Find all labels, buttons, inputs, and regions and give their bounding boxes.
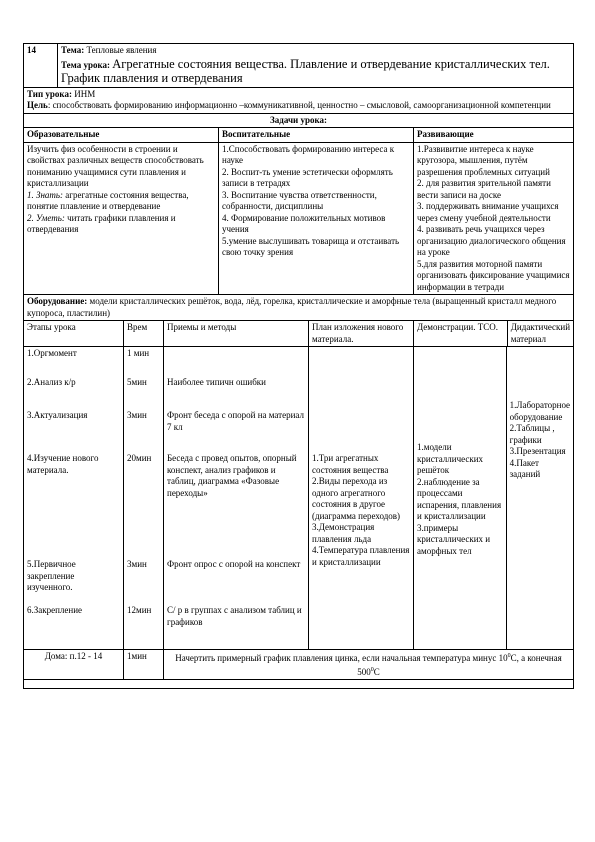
trailing-empty-row [24, 680, 574, 689]
stage-time: 5мин [127, 377, 147, 387]
topic-label: Тема: [61, 45, 85, 55]
topic-value: Тепловые явления [86, 45, 157, 55]
lesson-plan-page [23, 43, 573, 689]
homework-text-cell [164, 650, 574, 680]
lesson-type-value: ИНМ [74, 88, 96, 99]
developing-item: 4. развивать речь учащихся через организацию диалогического общения на уроке [417, 224, 566, 257]
stages-cell [24, 347, 124, 650]
stage-name: 1.Оргмомент [27, 348, 77, 358]
demonstration-item: 1.модели кристаллических решёток [417, 442, 484, 475]
homework-text: Начертить примерный график плавления цинка, если начальная температура минус 10 [175, 653, 508, 663]
new-material-item: 1.Три агрегатных состояния вещества [312, 453, 389, 475]
developing-item: 2. для развития зрительной памяти вести записи на доске [417, 178, 551, 200]
didactic-cell [507, 347, 573, 649]
new-material-item: 4.Температура плавления и кристаллизации [312, 545, 410, 567]
lesson-topic-label: Тема урока: [61, 59, 111, 70]
upbringing-item: 1.Способствовать формированию интереса к науке [222, 143, 395, 165]
tasks-content-row [24, 142, 574, 295]
goal-value: : способствовать формированию информационно –коммуникативной, ценностно – смысловой, самоорганизационной компетенции [47, 100, 551, 110]
topic-line [61, 45, 570, 57]
stage-time: 12мин [127, 605, 152, 615]
plan-col-stages: Этапы урока [24, 321, 124, 347]
stage-method: Беседа с провед опытов, опорный конспект, анализ графиков и таблиц, диаграмма «Фазовые переходы» [167, 453, 297, 498]
demonstration-item: 2.наблюдение за процессами испарения, плавления и кристаллизации [417, 476, 502, 521]
developing-tasks [414, 142, 574, 295]
didactic-item: 3.Презентация [509, 446, 566, 456]
methods-cell [164, 347, 309, 650]
lesson-type [27, 89, 570, 101]
lesson-plan-table [23, 43, 574, 689]
equipment-value: модели кристаллических решёток, вода, лёд, горелка, кристаллические и аморфные тела (выращенный кристалл медного купороса, пластилин) [27, 296, 557, 318]
able-label: 2. Уметь: [27, 212, 65, 223]
educational-tasks [24, 142, 219, 295]
stage-name: 5.Первичное закрепление изученного. [27, 559, 76, 592]
know-item [27, 190, 215, 213]
stage-name: 2.Анализ к/р [27, 377, 76, 387]
header-row [24, 44, 574, 88]
plan-col-time: Врем [124, 321, 164, 347]
lesson-type-label: Тип урока: [27, 88, 72, 99]
degree-sup-2: 0 [370, 666, 374, 673]
stage-name: 4.Изучение нового материала. [27, 453, 99, 475]
new-material-item: 3.Демонстрация плавления льда [312, 522, 375, 544]
new-material-item: 2.Виды перехода из одного агрегатного состояния в другое (диаграмма переходов) [312, 476, 401, 521]
stage-name: 6.Закрепление [27, 605, 83, 615]
homework-label: Дома: п.12 - 14 [24, 650, 124, 680]
equipment-row [24, 295, 574, 321]
able-item [27, 213, 215, 236]
didactic-item: 1.Лабораторное оборудование [509, 400, 571, 422]
degree-sup-1: 0 [507, 653, 511, 659]
plan-col-methods: Приемы и методы [164, 321, 309, 347]
new-material-cell [309, 347, 414, 650]
plan-body-row [24, 347, 574, 650]
developing-item: 3. поддерживать внимание учащихся через смену учебной деятельности [417, 201, 559, 223]
times-cell [124, 347, 164, 650]
tasks-col-upbringing: Воспитательные [219, 128, 414, 143]
homework-unit-2: С [373, 666, 380, 677]
stage-method [167, 348, 305, 377]
demonstrations-cell [414, 347, 507, 649]
tasks-col-educational: Образовательные [24, 128, 219, 143]
stage-method: С/ р в группах с анализом таблиц и графиков [167, 605, 302, 627]
lesson-topic-line [61, 57, 570, 86]
demonstration-item: 3.примеры кристаллических и аморфных тел [417, 522, 491, 556]
lesson-goal [27, 100, 570, 112]
type-goal-row [24, 87, 574, 113]
goal-label: Цель [27, 100, 48, 110]
upbringing-item: 2. Воспит-ть умение эстетически оформлять записи в тетрадях [222, 166, 393, 188]
plan-header-row [24, 321, 574, 347]
didactic-item: 2.Таблицы , графики [509, 423, 555, 445]
educational-intro: Изучить физ особенности в строении и свойствах различных веществ способствовать пониманию учащимися сути плавления и кристаллизации [27, 143, 204, 188]
stage-name: 3.Актуализация [27, 410, 88, 420]
plan-col-demonstrations: Демонстрации. ТСО. [414, 321, 508, 346]
didactic-item: 4.Пакет заданий [509, 457, 541, 479]
homework-row [24, 650, 574, 680]
equipment-label: Оборудование: [27, 296, 88, 306]
stage-method: Фронт беседа с опорой на материал 7 кл [167, 410, 304, 432]
stage-method: Наиболее типичн ошибки [167, 377, 266, 387]
stage-method: Фронт опрос с опорой на конспект [167, 559, 301, 569]
homework-unit-1: С, а конечная 500 [357, 653, 562, 677]
upbringing-item: 4. Формирование положительных мотивов учения [222, 212, 386, 234]
upbringing-tasks [219, 142, 414, 295]
tasks-title-row [24, 113, 574, 128]
upbringing-item: 5.умение выслушивать товарища и отстаивать свою точку зрения [222, 235, 400, 257]
plan-col-new-material: План изложения нового материала. [309, 321, 414, 347]
know-label: 1. Знать: [27, 189, 64, 200]
lesson-number: 14 [24, 44, 58, 87]
able-text: читать графики плавления и отвердевания [27, 212, 176, 234]
lesson-topic-value: Агрегатные состояния вещества. Плавление и отвердевание кристаллических тел. График плавления и отвердевания [61, 56, 550, 85]
homework-time: 1мин [124, 650, 164, 680]
developing-item: 1.Развивитие интереса к науке кругозора, мышления, путём разрешения проблемных ситуаций [417, 143, 550, 177]
plan-col-didactic: Дидактический материал [510, 322, 571, 344]
tasks-header-row [24, 128, 574, 143]
developing-item: 5.для развития моторной памяти организовать фиксирование учащимися информации в тетради [417, 258, 570, 292]
upbringing-item: 3. Воспитание чувства ответственности, собранности, дисциплины [222, 189, 377, 211]
know-text: агрегатные состояния вещества, понятие плавление и отвердевание [27, 189, 189, 211]
stage-time: 3мин [127, 559, 147, 569]
stage-time: 1 мин [127, 348, 150, 358]
tasks-title: Задачи урока: [24, 113, 574, 128]
stage-time: 3мин [127, 410, 147, 420]
stage-time: 20мин [127, 453, 152, 463]
tasks-col-developing: Развивающие [414, 128, 574, 143]
